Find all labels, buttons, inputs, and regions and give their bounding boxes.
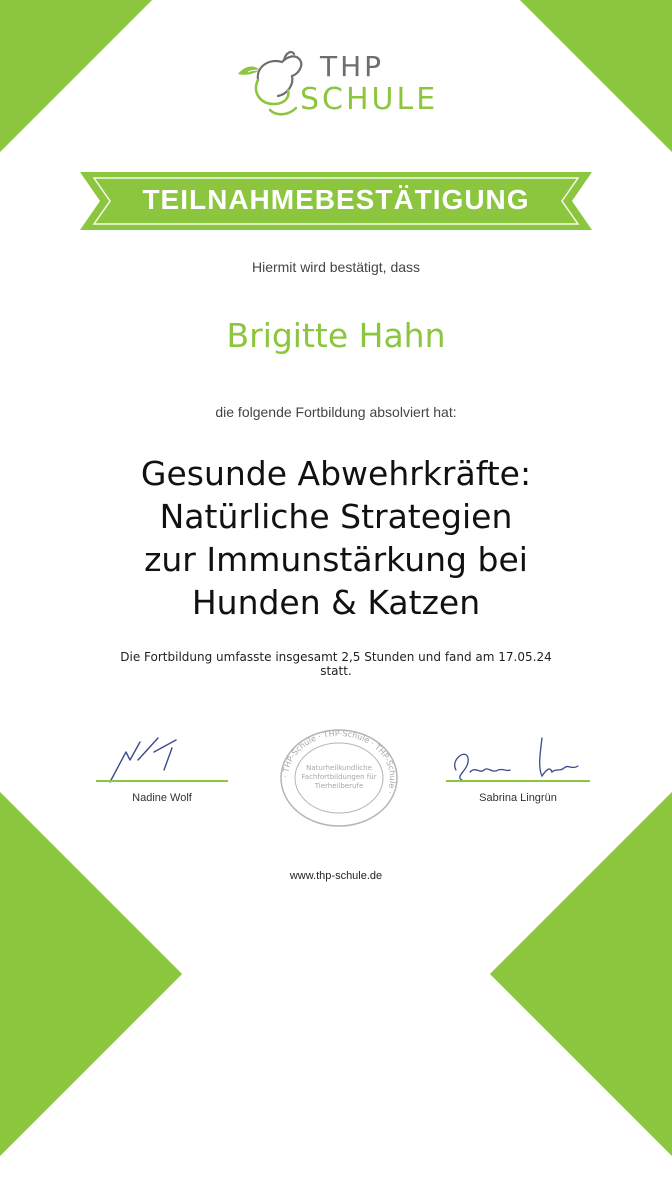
seal-text-line: Fachfortbildungen für <box>301 773 377 781</box>
course-info <box>80 650 592 678</box>
seal-text-line: Tierheilberufe <box>314 782 364 790</box>
signer-name-left: Nadine Wolf <box>132 792 192 804</box>
logo <box>230 44 450 120</box>
certificate-title: TEILNAHMEBESTÄTIGUNG <box>142 184 530 215</box>
logo-schule-text: SCHULE <box>300 82 439 117</box>
signer-name-right: Sabrina Lingrün <box>479 792 557 804</box>
signature-left <box>96 730 228 786</box>
course-title-line: Natürliche Strategien <box>159 497 513 536</box>
seal-text-line: Naturheilkundliche <box>306 764 372 772</box>
seal-ring-text: · THP-Schule · THP-Schule · THP-Schule · <box>280 728 398 796</box>
logo-thp-text: THP <box>320 50 385 83</box>
intro-text: Hiermit wird bestätigt, dass <box>251 259 421 275</box>
course-title-line: Hunden & Katzen <box>191 583 481 622</box>
title-banner <box>80 172 592 230</box>
signature-right <box>446 730 590 786</box>
signature-line-left <box>96 780 228 782</box>
course-title-line: zur Immunstärkung bei <box>144 540 528 579</box>
recipient-name: Brigitte Hahn <box>226 316 446 355</box>
signature-block-left <box>96 730 228 810</box>
course-title <box>70 452 602 624</box>
course-info-line: statt. <box>320 664 352 678</box>
signature-block-right <box>446 730 590 810</box>
follow-text: die folgende Fortbildung absolviert hat: <box>215 404 457 420</box>
course-title-line: Gesunde Abwehrkräfte: <box>140 454 532 493</box>
school-seal <box>277 726 401 830</box>
course-info-line: Die Fortbildung umfasste insgesamt 2,5 Stunden und fand am 17.05.24 <box>120 650 552 664</box>
footer-url[interactable]: www.thp-schule.de <box>289 870 383 882</box>
signature-line-right <box>446 780 590 782</box>
